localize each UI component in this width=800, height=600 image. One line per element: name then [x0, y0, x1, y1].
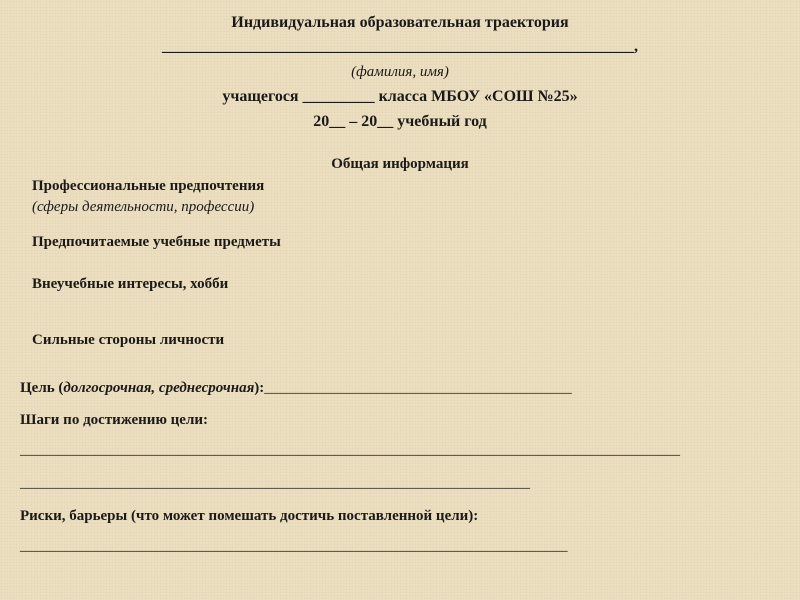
- steps-blank-line-1: ________________________________________________________________________________________: [20, 442, 680, 458]
- goal-row: [20, 380, 572, 397]
- name-blank-line: ___________________________________________________________,: [162, 38, 638, 55]
- prof-preferences-label: Профессиональные предпочтения: [32, 178, 265, 194]
- prof-preferences-hint: (сферы деятельности, профессии): [32, 199, 255, 215]
- risks-label: Риски, барьеры (что может помешать достичь поставленной цели):: [20, 508, 479, 524]
- goal-label-italic: долгосрочная, среднесрочная: [63, 380, 255, 396]
- goal-label-start: Цель (: [20, 380, 64, 396]
- name-hint: (фамилия, имя): [351, 64, 449, 80]
- risks-blank-line: _________________________________________________________________________: [20, 538, 568, 554]
- document-title: Индивидуальная образовательная траектория: [231, 14, 569, 31]
- preferred-subjects-label: Предпочитаемые учебные предметы: [32, 234, 281, 250]
- strengths-label: Сильные стороны личности: [32, 332, 225, 348]
- hobbies-label: Внеучебные интересы, хобби: [32, 276, 229, 292]
- steps-blank-line-2: ____________________________________________________________________: [20, 475, 530, 491]
- goal-label-end: ):: [254, 380, 265, 396]
- school-year-line: 20__ – 20__ учебный год: [313, 113, 487, 130]
- general-info-heading: Общая информация: [331, 156, 469, 172]
- steps-label: Шаги по достижению цели:: [20, 412, 209, 428]
- student-class-line: учащегося _________ класса МБОУ «СОШ №25»: [222, 88, 578, 105]
- goal-blank-line: _________________________________________: [264, 380, 572, 396]
